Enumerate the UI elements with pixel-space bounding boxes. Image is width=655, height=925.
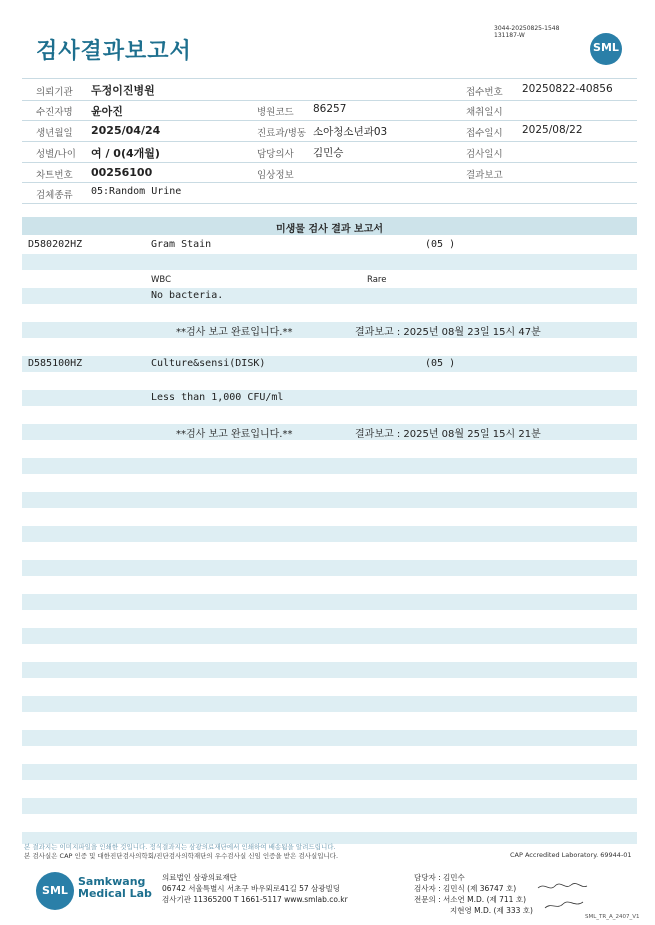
- section-title: 미생물 검사 결과 보고서: [275, 224, 384, 235]
- header-rule: [22, 182, 637, 183]
- row-stripe: [22, 288, 637, 304]
- collect-date-label: 채취일시: [466, 107, 503, 118]
- dob: 2025/04/24: [91, 124, 161, 137]
- row-stripe: [22, 424, 637, 440]
- row-stripe: [22, 594, 637, 610]
- foundation-contact: 검사기관 11365200 T 1661-5117 www.smlab.co.kr: [162, 895, 348, 904]
- wbc-value: Rare: [367, 275, 387, 285]
- requesting-org: 두정이진병원: [91, 84, 155, 97]
- test1-specimen: (05 ): [425, 239, 456, 250]
- row-stripe: [22, 730, 637, 746]
- specialist-label: 전문의 :: [414, 895, 441, 904]
- tester-label: 검사자 :: [414, 884, 441, 893]
- test2-code: D585100HZ: [28, 358, 83, 369]
- receipt-no-label: 접수번호: [466, 87, 503, 98]
- header-top-rule: [22, 78, 637, 79]
- header-rule: [22, 100, 637, 101]
- specimen: 05:Random Urine: [91, 186, 182, 197]
- specialist-name: 지현영 M.D. (제 333 호): [450, 906, 533, 915]
- section-title-bar: [22, 217, 637, 235]
- hospital-code-label: 병원코드: [257, 107, 294, 118]
- row-stripe: [22, 628, 637, 644]
- report-title: 검사결과보고서: [36, 39, 192, 64]
- receipt-date: 2025/08/22: [522, 124, 583, 136]
- form-code: SML_TR_A_2407_V1: [585, 914, 640, 920]
- row-stripe: [22, 560, 637, 576]
- test-date-label: 검사일시: [466, 149, 503, 160]
- test2-specimen: (05 ): [425, 358, 456, 369]
- complete-message: **검사 보고 완료입니다.**: [176, 429, 293, 440]
- header-rule: [22, 162, 637, 163]
- row-stripe: [22, 696, 637, 712]
- footer-address-block: [162, 872, 348, 905]
- document-id-line1: 3044-20250825-1548: [494, 25, 560, 32]
- foundation-address: 06742 서울특별시 서초구 바우뫼로41길 57 삼광빌딩: [162, 884, 341, 893]
- test1-code: D580202HZ: [28, 239, 83, 250]
- report-label: 결과보고: [466, 170, 503, 181]
- requesting-org-label: 의뢰기관: [36, 87, 73, 98]
- wbc-label: WBC: [151, 275, 172, 285]
- document-id: [494, 25, 559, 39]
- sml-footer-logo-text: SML: [42, 884, 68, 897]
- patient-name: 윤아진: [91, 105, 123, 118]
- gram-result: No bacteria.: [151, 290, 224, 301]
- row-stripe: [22, 254, 637, 270]
- specialist-name: 서소연 M.D. (제 711 호): [443, 895, 526, 904]
- signature-icon: [535, 880, 590, 914]
- receipt-date-label: 접수일시: [466, 128, 503, 139]
- row-stripe: [22, 322, 637, 338]
- row-stripe: [22, 798, 637, 814]
- row-stripe: [22, 662, 637, 678]
- foundation-name: 의료법인 삼광의료재단: [162, 873, 237, 882]
- document-id-line2: 131187-W: [494, 32, 525, 39]
- staff-name: 김민수: [443, 873, 465, 882]
- footer-note: 본 결과지는 이미지파일을 인쇄한 것입니다. 정식결과지는 삼광의료재단에서 인쇄하여 배송됨을 알려드립니다.: [24, 843, 336, 851]
- chart-no: 00256100: [91, 166, 153, 179]
- header-rule: [22, 120, 637, 121]
- doctor-label: 담당의사: [257, 149, 294, 160]
- header-bottom-rule: [22, 203, 637, 204]
- row-stripe: [22, 390, 637, 406]
- sml-footer-logo-icon: [36, 872, 74, 910]
- dob-label: 생년월일: [36, 128, 73, 139]
- culture-result: Less than 1,000 CFU/ml: [151, 392, 284, 403]
- patient-label: 수진자명: [36, 107, 73, 118]
- report-time: 결과보고 : 2025년 08월 25일 15시 21분: [355, 429, 541, 440]
- cap-accreditation: CAP Accredited Laboratory. 69944-01: [510, 851, 632, 859]
- row-stripe: [22, 764, 637, 780]
- footer-brand: [78, 876, 152, 900]
- footer-note: 본 검사실은 CAP 인증 및 대한진단검사의학회/진단검사의학재단의 우수검사실 신임 인증을 받은 검사실입니다.: [24, 852, 339, 860]
- hospital-code: 86257: [313, 103, 347, 115]
- test2-name: Culture&sensi(DISK): [151, 358, 266, 369]
- row-stripe: [22, 356, 637, 372]
- sml-logo-text: SML: [593, 41, 619, 54]
- header-rule: [22, 141, 637, 142]
- tester-name: 김민식 (제 36747 호): [443, 884, 517, 893]
- brand-name-line2: Medical Lab: [78, 887, 152, 900]
- brand-name-line1: Samkwang: [78, 875, 146, 888]
- dept: 소아청소년과03: [313, 126, 388, 138]
- receipt-no: 20250822-40856: [522, 83, 613, 95]
- row-stripe: [22, 458, 637, 474]
- chart-no-label: 차트번호: [36, 170, 73, 181]
- doctor: 김민승: [313, 147, 344, 159]
- report-time: 결과보고 : 2025년 08월 23일 15시 47분: [355, 327, 541, 338]
- sex-age-label: 성별/나이: [36, 149, 76, 160]
- complete-message: **검사 보고 완료입니다.**: [176, 327, 293, 338]
- row-stripe: [22, 526, 637, 542]
- test1-name: Gram Stain: [151, 239, 212, 250]
- staff-label: 담당자 :: [414, 873, 441, 882]
- sml-logo-icon: [590, 33, 622, 65]
- row-stripe: [22, 492, 637, 508]
- clinical-label: 임상정보: [257, 170, 294, 181]
- dept-label: 진료과/병동: [257, 128, 307, 139]
- specimen-label: 검체종류: [36, 190, 73, 201]
- sex-age: 여 / 0(4개월): [91, 147, 160, 160]
